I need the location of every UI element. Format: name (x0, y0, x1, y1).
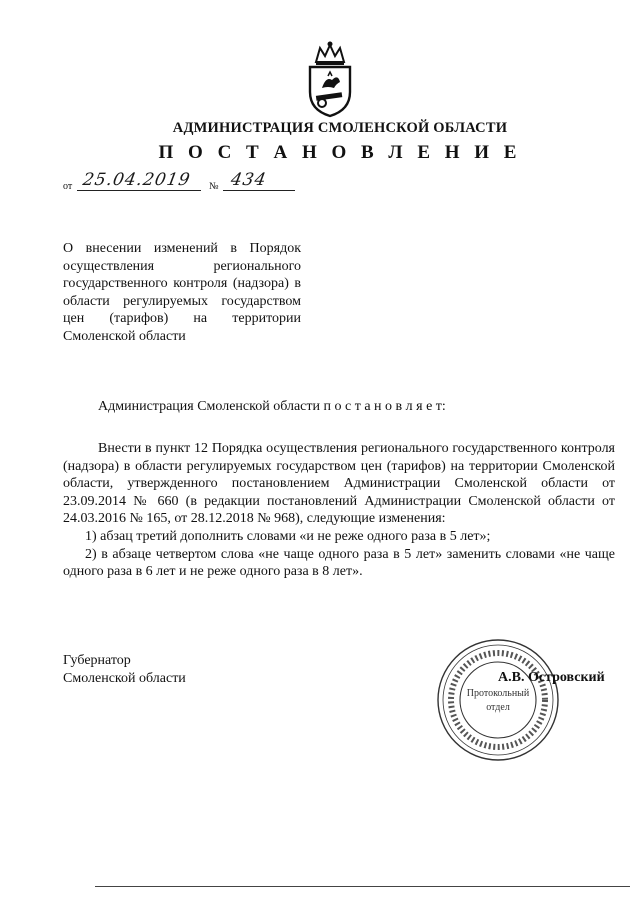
date-label: от (63, 181, 73, 192)
body-paragraph: Внести в пункт 12 Порядка осуществления регионального государственного контроля (надзора) в области регулируемых государством цен (тарифов) на территории Смоленской области, утвержденного постановлением Администрации Смоленской области от 23.09.2014 № 660 (в редакции постановлений Администрации Смоленской области от 24.03.2016 № 165, от 28.12.2018 № 968), следующие изменения: (63, 441, 615, 527)
page-bottom-rule (95, 886, 630, 887)
document-subject: О внесении изменений в Порядок осуществления регионального государственного контроля (надзора) в области регулируемых государством цен (тарифов) на территории Смоленской области (63, 241, 301, 344)
position-line-2: Смоленской области (63, 670, 186, 686)
resolution-body (63, 440, 615, 581)
position-line-1: Губернатор (63, 653, 131, 668)
document-number-line (63, 172, 323, 194)
date-underline (77, 190, 201, 191)
amendment-item-2: 2) в абзаце четвертом слова «не чаще одного раза в 5 лет» заменить словами «не чаще одного раза в 6 лет и не реже одного раза в 8 лет». (63, 546, 615, 580)
amendment-item-1: 1) абзац третий дополнить словами «и не реже одного раза в 5 лет»; (85, 528, 491, 544)
stamp-center-line-1: Протокольный (466, 688, 530, 699)
number-underline (223, 190, 295, 191)
number-label: № (209, 181, 219, 192)
stamp-center-line-2: отдел (486, 702, 510, 713)
official-stamp-seal (432, 636, 564, 764)
signatory-position (63, 652, 186, 687)
date-value: 25.04.2019 (81, 170, 193, 190)
organization-title: АДМИНИСТРАЦИЯ СМОЛЕНСКОЙ ОБЛАСТИ (172, 120, 508, 136)
number-value: 434 (229, 170, 269, 190)
document-type-title: П О С Т А Н О В Л Е Н И Е (158, 142, 522, 163)
signatory-name: А.В. Островский (498, 670, 605, 685)
preamble-text: Администрация Смоленской области п о с т а н о в л я е т: (98, 399, 446, 414)
coat-of-arms-emblem (298, 40, 362, 120)
